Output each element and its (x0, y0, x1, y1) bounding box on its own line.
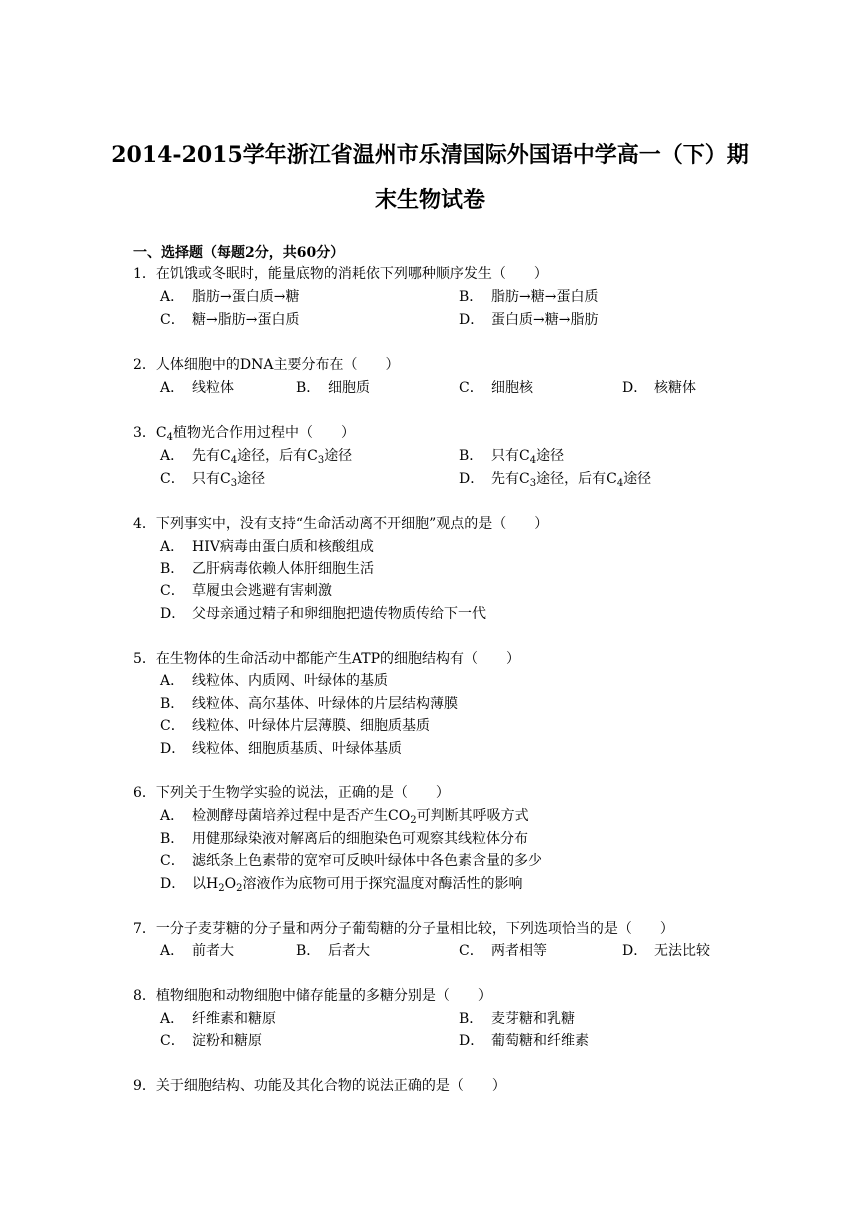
q1-option-b (459, 286, 598, 306)
option-text: 两者相等 (491, 943, 547, 959)
q4-option-a (160, 536, 374, 556)
q2-option-a (160, 377, 234, 397)
q8-option-b (459, 1008, 575, 1028)
option-text: 线粒体 (192, 380, 234, 396)
option-key: D． (459, 471, 485, 487)
q8-option-d (459, 1030, 589, 1050)
option-key: C． (160, 1033, 185, 1049)
subscript: 4 (166, 432, 173, 443)
option-key: C． (160, 583, 185, 599)
section-heading: 一、选择题（每题2分，共60分） (133, 245, 345, 261)
option-key: D． (459, 1033, 485, 1049)
exam-title-line1: 2014-2015学年浙江省温州市乐清国际外国语中学高一（下）期 (111, 142, 749, 168)
option-text: 后者大 (328, 943, 370, 959)
q2-option-b (296, 377, 370, 397)
q4-option-b (160, 558, 374, 578)
question-7-stem: 7．一分子麦芽糖的分子量和两分子葡萄糖的分子量相比较，下列选项恰当的是（ ） (133, 921, 674, 937)
option-key: A． (160, 289, 185, 305)
option-text: 核糖体 (654, 380, 696, 396)
subscript: 2 (218, 883, 225, 894)
option-text: 先有C (192, 448, 231, 464)
option-text: 以H (192, 876, 219, 892)
option-text: O (224, 876, 237, 892)
option-key: D． (160, 876, 186, 892)
question-2-stem: 2．人体细胞中的DNA主要分布在（ ） (133, 357, 400, 373)
option-text: 糖→脂肪→蛋白质 (192, 312, 300, 328)
option-key: C． (459, 380, 484, 396)
option-key: D． (622, 380, 648, 396)
option-key: B． (160, 561, 185, 577)
option-key: C． (160, 312, 185, 328)
q3-option-a (160, 445, 352, 465)
q6-option-d (160, 873, 522, 893)
question-8-stem: 8．植物细胞和动物细胞中储存能量的多糖分别是（ ） (133, 988, 492, 1004)
option-text: 葡萄糖和纤维素 (491, 1033, 589, 1049)
stem-part: 植物光合作用过程中（ ） (173, 425, 355, 441)
option-key: B． (459, 448, 484, 464)
option-text: 途径，后有C (237, 448, 318, 464)
option-key: B． (296, 380, 321, 396)
option-text: 前者大 (192, 943, 234, 959)
stem-part: 3．C (133, 425, 167, 441)
q3-option-c (160, 468, 265, 488)
option-key: C． (160, 471, 185, 487)
q7-option-c (459, 940, 547, 960)
option-text: 检测酵母菌培养过程中是否产生CO (192, 808, 411, 824)
option-text: 父母亲通过精子和卵细胞把遗传物质传给下一代 (192, 606, 486, 622)
option-text: 途径 (623, 471, 652, 487)
q7-option-d (622, 940, 710, 960)
q2-option-c (459, 377, 533, 397)
option-key: A． (160, 539, 185, 555)
option-text: 线粒体、细胞质基质、叶绿体基质 (192, 741, 402, 757)
option-key: D． (160, 606, 186, 622)
option-key: A． (160, 673, 185, 689)
option-text: 可判断其呼吸方式 (416, 808, 529, 824)
question-4-stem: 4．下列事实中，没有支持“生命活动离不开细胞”观点的是（ ） (133, 516, 549, 532)
option-key: D． (459, 312, 485, 328)
option-key: A． (160, 380, 185, 396)
subscript: 3 (317, 455, 325, 466)
option-text: 途径 (324, 448, 353, 464)
option-text: 溶液作为底物可用于探究温度对酶活性的影响 (242, 876, 523, 892)
option-key: C． (160, 718, 185, 734)
option-text: 只有C (192, 471, 231, 487)
subscript: 4 (230, 455, 238, 466)
option-text: 用健那绿染液对解离后的细胞染色可观察其线粒体分布 (192, 831, 528, 847)
question-5-stem: 5．在生物体的生命活动中都能产生ATP的细胞结构有（ ） (133, 651, 521, 667)
q7-option-b (296, 940, 370, 960)
q2-option-d (622, 377, 696, 397)
option-text: 蛋白质→糖→脂肪 (491, 312, 599, 328)
q8-option-a (160, 1008, 276, 1028)
subscript: 2 (236, 883, 243, 894)
q1-option-d (459, 309, 598, 329)
option-text: 无法比较 (654, 943, 710, 959)
option-text: 纤维素和糖原 (192, 1011, 276, 1027)
option-text: 线粒体、叶绿体片层薄膜、细胞质基质 (192, 718, 430, 734)
question-6-stem: 6．下列关于生物学实验的说法，正确的是（ ） (133, 785, 450, 801)
option-text: 线粒体、高尔基体、叶绿体的片层结构薄膜 (192, 696, 458, 712)
q7-option-a (160, 940, 234, 960)
option-text: 线粒体、内质网、叶绿体的基质 (192, 673, 388, 689)
q4-option-d (160, 603, 486, 623)
option-key: B． (160, 831, 185, 847)
option-key: B． (160, 696, 185, 712)
q8-option-c (160, 1030, 262, 1050)
option-text: 乙肝病毒依赖人体肝细胞生活 (192, 561, 374, 577)
option-key: D． (160, 741, 186, 757)
option-text: 途径 (536, 448, 565, 464)
question-1-stem: 1．在饥饿或冬眠时，能量底物的消耗依下列哪种顺序发生（ ） (133, 266, 548, 282)
q5-option-c (160, 715, 430, 735)
q3-option-d (459, 468, 651, 488)
option-text: 细胞核 (491, 380, 533, 396)
question-3-stem (133, 422, 355, 442)
option-key: B． (296, 943, 321, 959)
option-key: A． (160, 1011, 185, 1027)
option-key: B． (459, 289, 484, 305)
q4-option-c (160, 580, 332, 600)
option-text: HIV病毒由蛋白质和核酸组成 (192, 539, 374, 555)
option-text: 淀粉和糖原 (192, 1033, 262, 1049)
option-text: 麦芽糖和乳糖 (491, 1011, 575, 1027)
option-key: C． (160, 853, 185, 869)
subscript: 4 (529, 455, 537, 466)
option-text: 草履虫会逃避有害刺激 (192, 583, 332, 599)
option-key: A． (160, 943, 185, 959)
subscript: 3 (230, 478, 238, 489)
option-text: 先有C (491, 471, 530, 487)
exam-title-line2: 末生物试卷 (374, 187, 485, 213)
subscript: 3 (529, 478, 537, 489)
option-text: 滤纸条上色素带的宽窄可反映叶绿体中各色素含量的多少 (192, 853, 542, 869)
q3-option-b (459, 445, 564, 465)
option-text: 途径，后有C (536, 471, 617, 487)
option-key: A． (160, 448, 185, 464)
option-key: A． (160, 808, 185, 824)
q1-option-a (160, 286, 299, 306)
option-text: 只有C (491, 448, 530, 464)
q6-option-a (160, 805, 529, 825)
option-key: D． (622, 943, 648, 959)
q5-option-b (160, 693, 458, 713)
option-key: B． (459, 1011, 484, 1027)
q6-option-b (160, 828, 528, 848)
subscript: 2 (410, 815, 417, 826)
option-text: 脂肪→蛋白质→糖 (192, 289, 300, 305)
q5-option-d (160, 738, 402, 758)
q5-option-a (160, 670, 388, 690)
question-9-stem: 9．关于细胞结构、功能及其化合物的说法正确的是（ ） (133, 1078, 506, 1094)
subscript: 4 (616, 478, 624, 489)
option-key: C． (459, 943, 484, 959)
option-text: 途径 (237, 471, 266, 487)
option-text: 细胞质 (328, 380, 370, 396)
q6-option-c (160, 850, 542, 870)
option-text: 脂肪→糖→蛋白质 (491, 289, 599, 305)
q1-option-c (160, 309, 299, 329)
